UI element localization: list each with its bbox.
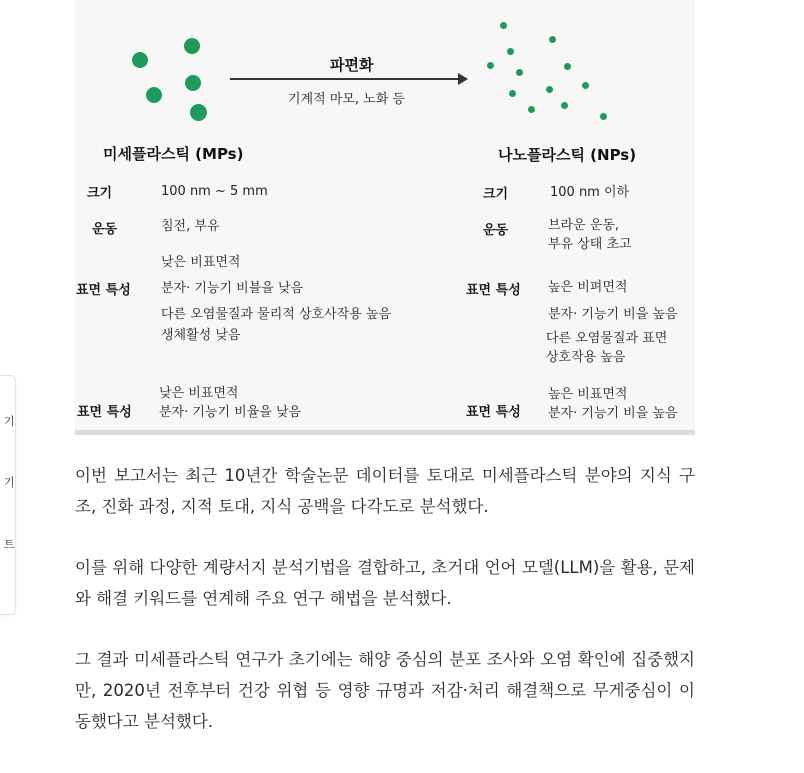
nanoplastic-particle <box>500 22 507 29</box>
mps-surface-value: 낮은 비표면적 <box>161 255 241 270</box>
nanoplastic-particle <box>582 82 589 89</box>
microplastic-particle <box>146 87 162 103</box>
nanoplastic-particle <box>546 86 553 93</box>
mps-surface2-value: 분자· 기능기 비율을 낮음 <box>159 405 302 420</box>
nps-surface-value: 상호작용 높음 <box>546 350 626 365</box>
nps-motion-label: 운동 <box>483 223 509 238</box>
arrow-line <box>230 78 460 80</box>
nps-surface-value: 분자· 기능기 비을 높음 <box>548 307 678 322</box>
mps-motion-value: 침전, 부유 <box>161 219 220 234</box>
mps-size-value: 100 nm ~ 5 mm <box>161 184 268 199</box>
nanoplastic-particle <box>549 36 556 43</box>
nps-size-label: 크기 <box>483 187 509 202</box>
microplastic-particle <box>185 75 201 91</box>
microplastic-particle <box>132 52 148 68</box>
nanoplastic-particle <box>507 48 514 55</box>
article-paragraph: 이를 위해 다양한 계량서지 분석기법을 결합하고, 초거대 언어 모델(LLM)을 활용, 문제와 해결 키워드를 연계해 주요 연구 해법을 분석했다. <box>75 558 695 608</box>
mps-motion-label: 운동 <box>92 222 118 237</box>
nps-surface2-value: 높은 비표면적 <box>548 387 628 402</box>
nanoplastic-particle <box>564 63 571 70</box>
side-panel-item[interactable]: 트 <box>4 538 15 551</box>
mps-title: 미세플라스틱 (MPs) <box>103 145 244 163</box>
article-paragraph: 그 결과 미세플라스틱 연구가 초기에는 해양 중심의 분포 조사와 오염 확인에 집중했지만, 2020년 전후부터 건강 위협 등 영향 규명과 저감·처리 해결책으로 무게중심이 이동했다고 분석했다. <box>75 650 695 731</box>
arrow-right-icon <box>458 73 468 85</box>
side-panel-card[interactable] <box>0 375 16 615</box>
nps-surface2-label: 표면 특성 <box>466 405 521 420</box>
figure-divider <box>75 430 695 435</box>
mps-surface-value: 다른 오염물질과 물리적 상호사작용 높음 <box>161 307 392 322</box>
nps-motion-value: 부유 상태 초고 <box>548 237 632 252</box>
microplastic-particle <box>190 104 207 121</box>
nps-surface-label: 표면 특성 <box>466 283 521 298</box>
fragmentation-sublabel: 기계적 마모, 노화 등 <box>288 92 405 107</box>
mps-surface-value: 생체활성 낮음 <box>161 328 241 343</box>
mps-surface2-value: 낮은 비표면적 <box>159 386 239 401</box>
fragmentation-label: 파편화 <box>330 56 374 74</box>
nps-surface2-value: 분자· 기능기 비을 높음 <box>548 406 678 421</box>
nanoplastic-particle <box>561 102 568 109</box>
mps-surface-value: 분자· 기능기 비블을 낮음 <box>161 281 304 296</box>
nanoplastic-particle <box>516 69 523 76</box>
mps-size-label: 크기 <box>87 186 113 201</box>
microplastic-particle <box>184 38 200 54</box>
nps-surface-value: 다른 오염물질과 표면 <box>546 331 668 346</box>
nanoplastic-particle <box>600 113 607 120</box>
nps-size-value: 100 nm 이하 <box>550 185 630 200</box>
mps-surface2-label: 표면 특성 <box>77 405 132 420</box>
side-panel-item[interactable]: 기 <box>4 476 15 489</box>
side-panel-item[interactable]: 기 <box>4 415 15 428</box>
nps-title: 나노플라스틱 (NPs) <box>498 146 637 164</box>
nps-motion-value: 브라운 운동, <box>548 218 620 233</box>
mps-surface-label: 표면 특성 <box>76 283 131 298</box>
infographic-figure <box>75 0 695 435</box>
nanoplastic-particle <box>509 90 516 97</box>
article-paragraph: 이번 보고서는 최근 10년간 학술논문 데이터를 토대로 미세플라스틱 분야의 지식 구조, 진화 과정, 지적 토대, 지식 공백을 다각도로 분석했다. <box>75 466 695 516</box>
nanoplastic-particle <box>528 106 535 113</box>
nps-surface-value: 높은 비펴면적 <box>548 280 628 295</box>
nanoplastic-particle <box>487 62 494 69</box>
